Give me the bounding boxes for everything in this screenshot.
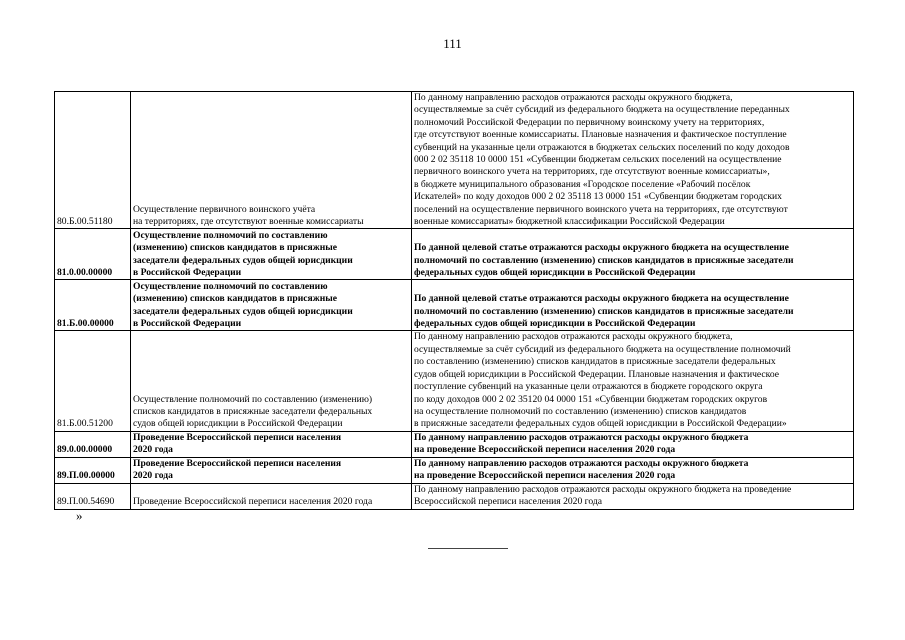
row-code: 89.П.00.54690 bbox=[55, 483, 131, 509]
table-row bbox=[55, 431, 854, 457]
row-description: По данной целевой статье отражаются расходы окружного бюджета на осуществление полномочий по составлению (изменению) списков кандидатов в присяжные заседатели федеральных судов общей юрисдикции в Российской Федерации bbox=[412, 229, 854, 280]
row-code: 81.Б.00.00000 bbox=[55, 280, 131, 331]
row-code: 89.П.00.00000 bbox=[55, 457, 131, 483]
row-name: Осуществление первичного воинского учёта на территориях, где отсутствуют военные комиссариаты bbox=[131, 92, 412, 229]
page-number: 111 bbox=[443, 36, 462, 51]
row-description: По данному направлению расходов отражаются расходы окружного бюджета на проведение Всероссийской переписи населения 2020 года bbox=[412, 483, 854, 509]
row-name: Осуществление полномочий по составлению (изменению) списков кандидатов в присяжные заседатели федеральных судов общей юрисдикции в Российской Федерации bbox=[131, 331, 412, 431]
row-name: Проведение Всероссийской переписи населения 2020 года bbox=[131, 431, 412, 457]
row-name: Осуществление полномочий по составлению (изменению) списков кандидатов в присяжные заседатели федеральных судов общей юрисдикции в Российской Федерации bbox=[131, 229, 412, 280]
row-description: По данному направлению расходов отражаются расходы окружного бюджета, осуществляемые за счёт субсидий из федерального бюджета на осуществление переданных полномочий Российской Федерации по первичному воинскому учету на территориях, где отсутствуют военные комиссариаты. Плановые назначения и фактическое поступление субвенций на указанные цели отражаются в бюджетах сельских поселений по коду доходов 000 2 02 35118 10 0000 151 «Субвенции бюджетам сельских поселений на осуществление первичного воинского учета на территориях, где отсутствуют военные комиссариаты», в бюджете муниципального образования «Городское поселение «Рабочий посёлок Искателей» по коду доходов 000 2 02 35118 13 0000 151 «Субвенции бюджетам городских поселений на осуществление первичного воинского учета на территориях, где отсутствуют военные комиссариаты» бюджетной классификации Российской Федерации bbox=[412, 92, 854, 229]
row-description: По данному направлению расходов отражаются расходы окружного бюджета, осуществляемые за счёт субсидий из федерального бюджета на осуществление полномочий по составлению (изменению) списков кандидатов в присяжные заседатели федеральных судов общей юрисдикции в Российской Федерации. Плановые назначения и фактическое поступление субвенций на указанные цели отражаются в бюджете городского округа по коду доходов 000 2 02 35120 04 0000 151 «Субвенции бюджетам городских округов на осуществление полномочий по составлению (изменению) списков кандидатов в присяжные заседатели федеральных судов общей юрисдикции в Российской Федерации» bbox=[412, 331, 854, 431]
table-row bbox=[55, 92, 854, 229]
closing-quote: » bbox=[76, 508, 83, 523]
row-code: 89.0.00.00000 bbox=[55, 431, 131, 457]
row-name: Проведение Всероссийской переписи населения 2020 года bbox=[131, 483, 412, 509]
footer-rule bbox=[428, 548, 508, 549]
row-name: Проведение Всероссийской переписи населения 2020 года bbox=[131, 457, 412, 483]
row-description: По данному направлению расходов отражаются расходы окружного бюджета на проведение Всероссийской переписи населения 2020 года bbox=[412, 431, 854, 457]
row-code: 80.Б.00.51180 bbox=[55, 92, 131, 229]
row-name: Осуществление полномочий по составлению (изменению) списков кандидатов в присяжные заседатели федеральных судов общей юрисдикции в Российской Федерации bbox=[131, 280, 412, 331]
table-row bbox=[55, 457, 854, 483]
budget-classification-table bbox=[54, 91, 854, 510]
row-description: По данному направлению расходов отражаются расходы окружного бюджета на проведение Всероссийской переписи населения 2020 года bbox=[412, 457, 854, 483]
row-code: 81.Б.00.51200 bbox=[55, 331, 131, 431]
table-row bbox=[55, 280, 854, 331]
row-description: По данной целевой статье отражаются расходы окружного бюджета на осуществление полномочий по составлению (изменению) списков кандидатов в присяжные заседатели федеральных судов общей юрисдикции в Российской Федерации bbox=[412, 280, 854, 331]
table-row bbox=[55, 229, 854, 280]
row-code: 81.0.00.00000 bbox=[55, 229, 131, 280]
table-row bbox=[55, 331, 854, 431]
table-row bbox=[55, 483, 854, 509]
